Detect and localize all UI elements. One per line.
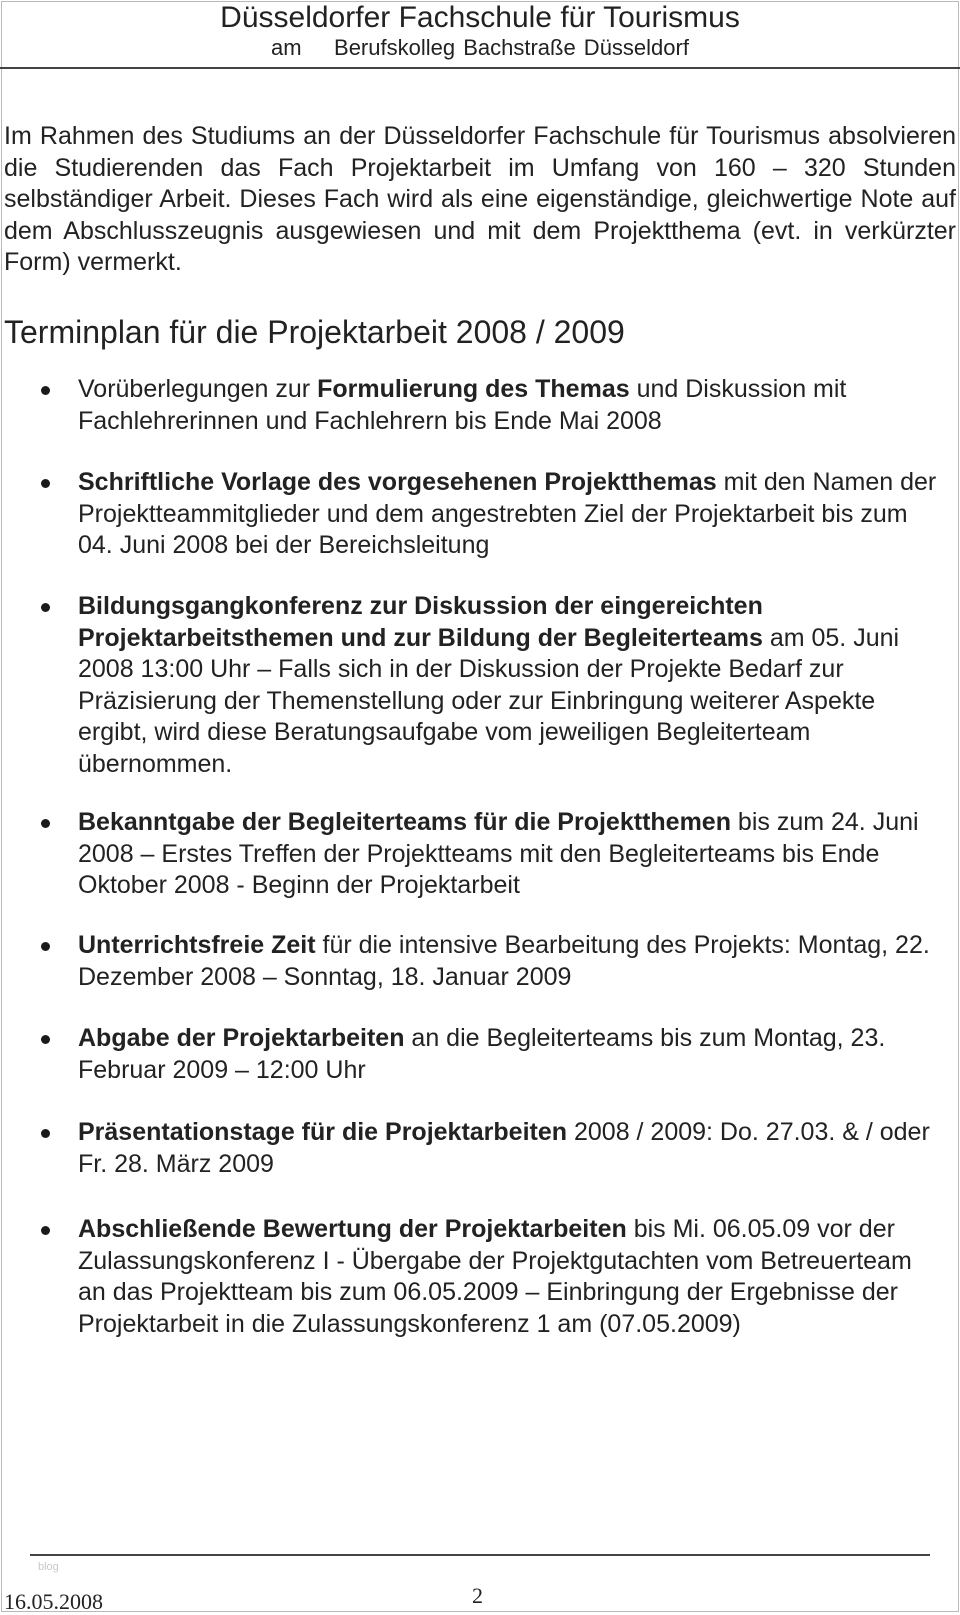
bullet-icon bbox=[41, 603, 50, 612]
bullet-icon bbox=[41, 819, 50, 828]
list-item: Schriftliche Vorlage des vorgesehenen Projektthemas mit den Namen der Projektteammitglieder und dem angestrebten Ziel der Projektarbeit bis zum 04. Juni 2008 bei der Bereichsleitung bbox=[78, 467, 938, 562]
bullet-icon bbox=[41, 1226, 50, 1235]
footer-date: 16.05.2008 bbox=[4, 1589, 103, 1614]
list-item: Unterrichtsfreie Zeit für die intensive Bearbeitung des Projekts: Montag, 22. Dezember 2008 – Sonntag, 18. Januar 2009 bbox=[78, 930, 938, 993]
list-item: Abgabe der Projektarbeiten an die Begleiterteams bis zum Montag, 23. Februar 2009 – 12:00 Uhr bbox=[78, 1023, 938, 1086]
section-title: Terminplan für die Projektarbeit 2008 / 2009 bbox=[4, 314, 625, 350]
header-divider bbox=[0, 67, 960, 69]
watermark: blog bbox=[38, 1561, 59, 1573]
bullet-icon bbox=[41, 942, 50, 951]
school-subtitle: am Berufskolleg Bachstraße Düsseldorf bbox=[271, 35, 689, 60]
list-item: Bekanntgabe der Begleiterteams für die Projektthemen bis zum 24. Juni 2008 – Erstes Treffen der Projektteams mit den Begleiterteams bis Ende Oktober 2008 - Beginn der Projektarbeit bbox=[78, 807, 938, 902]
list-item: Bildungsgangkonferenz zur Diskussion der eingereichten Projektarbeitsthemen und zur Bildung der Begleiterteams am 05. Juni 2008 13:00 Uhr – Falls sich in der Diskussion der Projekte Bedarf zur Präzisierung der Themenstellung oder zur Einbringung weiterer Aspekte ergibt, wird diese Beratungsaufgabe vom jeweiligen Begleiterteam übernommen. bbox=[78, 591, 938, 780]
bullet-icon bbox=[41, 386, 50, 395]
bullet-icon bbox=[41, 1129, 50, 1138]
list-item: Präsentationstage für die Projektarbeiten 2008 / 2009: Do. 27.03. & / oder Fr. 28. März 2009 bbox=[78, 1117, 938, 1180]
list-item: Abschließende Bewertung der Projektarbeiten bis Mi. 06.05.09 vor der Zulassungskonferenz I - Übergabe der Projektgutachten vom Betreuerteam an das Projektteam bis zum 06.05.2009 – Einbringung der Ergebnisse der Projektarbeit in die Zulassungskonferenz 1 am (07.05.2009) bbox=[78, 1214, 938, 1340]
footer-divider bbox=[30, 1554, 930, 1556]
list-item: Vorüberlegungen zur Formulierung des Themas und Diskussion mit Fachlehrerinnen und Fachlehrern bis Ende Mai 2008 bbox=[78, 374, 938, 437]
document-header bbox=[0, 0, 960, 61]
intro-paragraph: Im Rahmen des Studiums an der Düsseldorfer Fachschule für Tourismus absolvieren die Studierenden das Fach Projektarbeit im Umfang von 160 – 320 Stunden selbständiger Arbeit. Dieses Fach wird als eine eigenständige, gleichwertige Note auf dem Abschlusszeugnis ausgewiesen und mit dem Projektthema (evt. in verkürzter Form) vermerkt. bbox=[4, 122, 956, 276]
school-name: Düsseldorfer Fachschule für Tourismus bbox=[220, 1, 740, 34]
bullet-icon bbox=[41, 479, 50, 488]
bullet-icon bbox=[41, 1035, 50, 1044]
page-number: 2 bbox=[472, 1583, 483, 1608]
